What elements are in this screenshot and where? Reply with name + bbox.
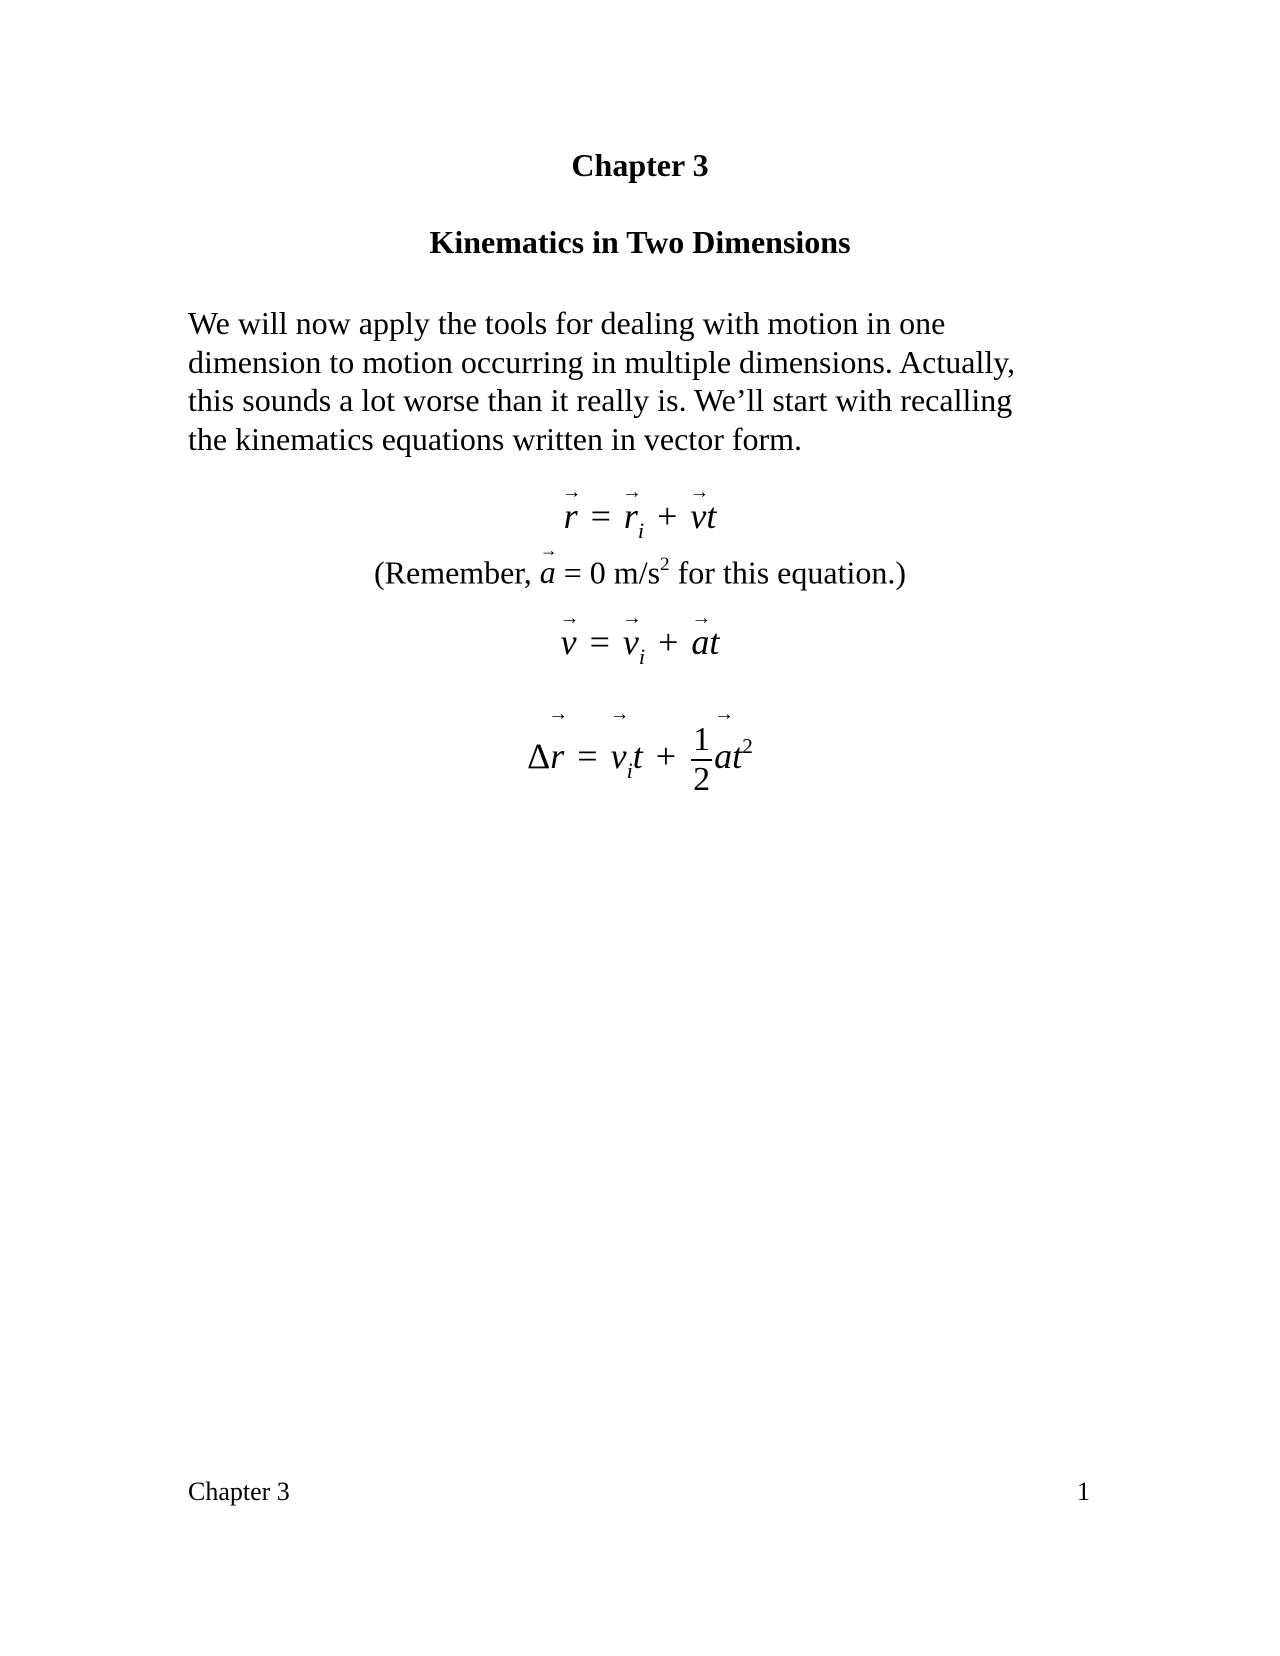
vector-r: → r (564, 494, 578, 538)
vector-a: → a (691, 620, 709, 664)
equation-position (0, 494, 1280, 544)
plus-sign: + (657, 496, 678, 536)
equation-displacement (0, 706, 1280, 798)
variable-t: t (632, 736, 643, 777)
variable-t: t (709, 622, 720, 662)
equals-sign: = (589, 622, 610, 662)
vector-r: → r (550, 716, 564, 796)
note-prefix: (Remember, (373, 554, 540, 591)
chapter-heading: Chapter 3 (571, 147, 709, 183)
equation-velocity (0, 620, 1280, 670)
equation-note (0, 545, 1280, 592)
fraction-one-half (691, 720, 712, 798)
vector-v-initial: → v (623, 620, 639, 664)
equals-sign: = (577, 736, 598, 777)
vector-v: → v (690, 494, 706, 538)
equals-sign: = (590, 496, 611, 536)
subscript-i: i (637, 518, 645, 544)
exponent-2: 2 (742, 734, 753, 758)
intro-line: the kinematics equations written in vector form. (188, 420, 803, 457)
note-exponent: 2 (660, 554, 670, 575)
note-middle: = 0 m/s (555, 554, 661, 591)
plus-sign: + (655, 736, 677, 777)
variable-t: t (732, 736, 743, 777)
fraction-denominator: 2 (693, 760, 711, 798)
variable-t: t (706, 496, 717, 536)
intro-paragraph (188, 304, 1088, 458)
subscript-i: i (626, 758, 633, 784)
fraction-numerator: 1 (691, 723, 712, 761)
footer-chapter-label: Chapter 3 (188, 1477, 290, 1506)
vector-r-initial: → r (624, 494, 638, 538)
note-suffix: for this equation.) (669, 554, 907, 591)
vector-v-initial: → v (611, 716, 627, 796)
delta-symbol: Δ (527, 736, 551, 777)
intro-line: dimension to motion occurring in multiple dimensions. Actually, (188, 343, 1016, 380)
subscript-i: i (638, 644, 646, 670)
intro-line: We will now apply the tools for dealing with motion in one (188, 305, 946, 341)
vector-a: → a (540, 552, 556, 592)
chapter-title: Kinematics in Two Dimensions (429, 224, 851, 260)
vector-a: → a (714, 716, 732, 796)
vector-v: → v (561, 620, 577, 664)
plus-sign: + (658, 622, 679, 662)
page-number: 1 (1077, 1477, 1090, 1506)
intro-line: this sounds a lot worse than it really is. We’ll start with recalling (188, 382, 1013, 418)
